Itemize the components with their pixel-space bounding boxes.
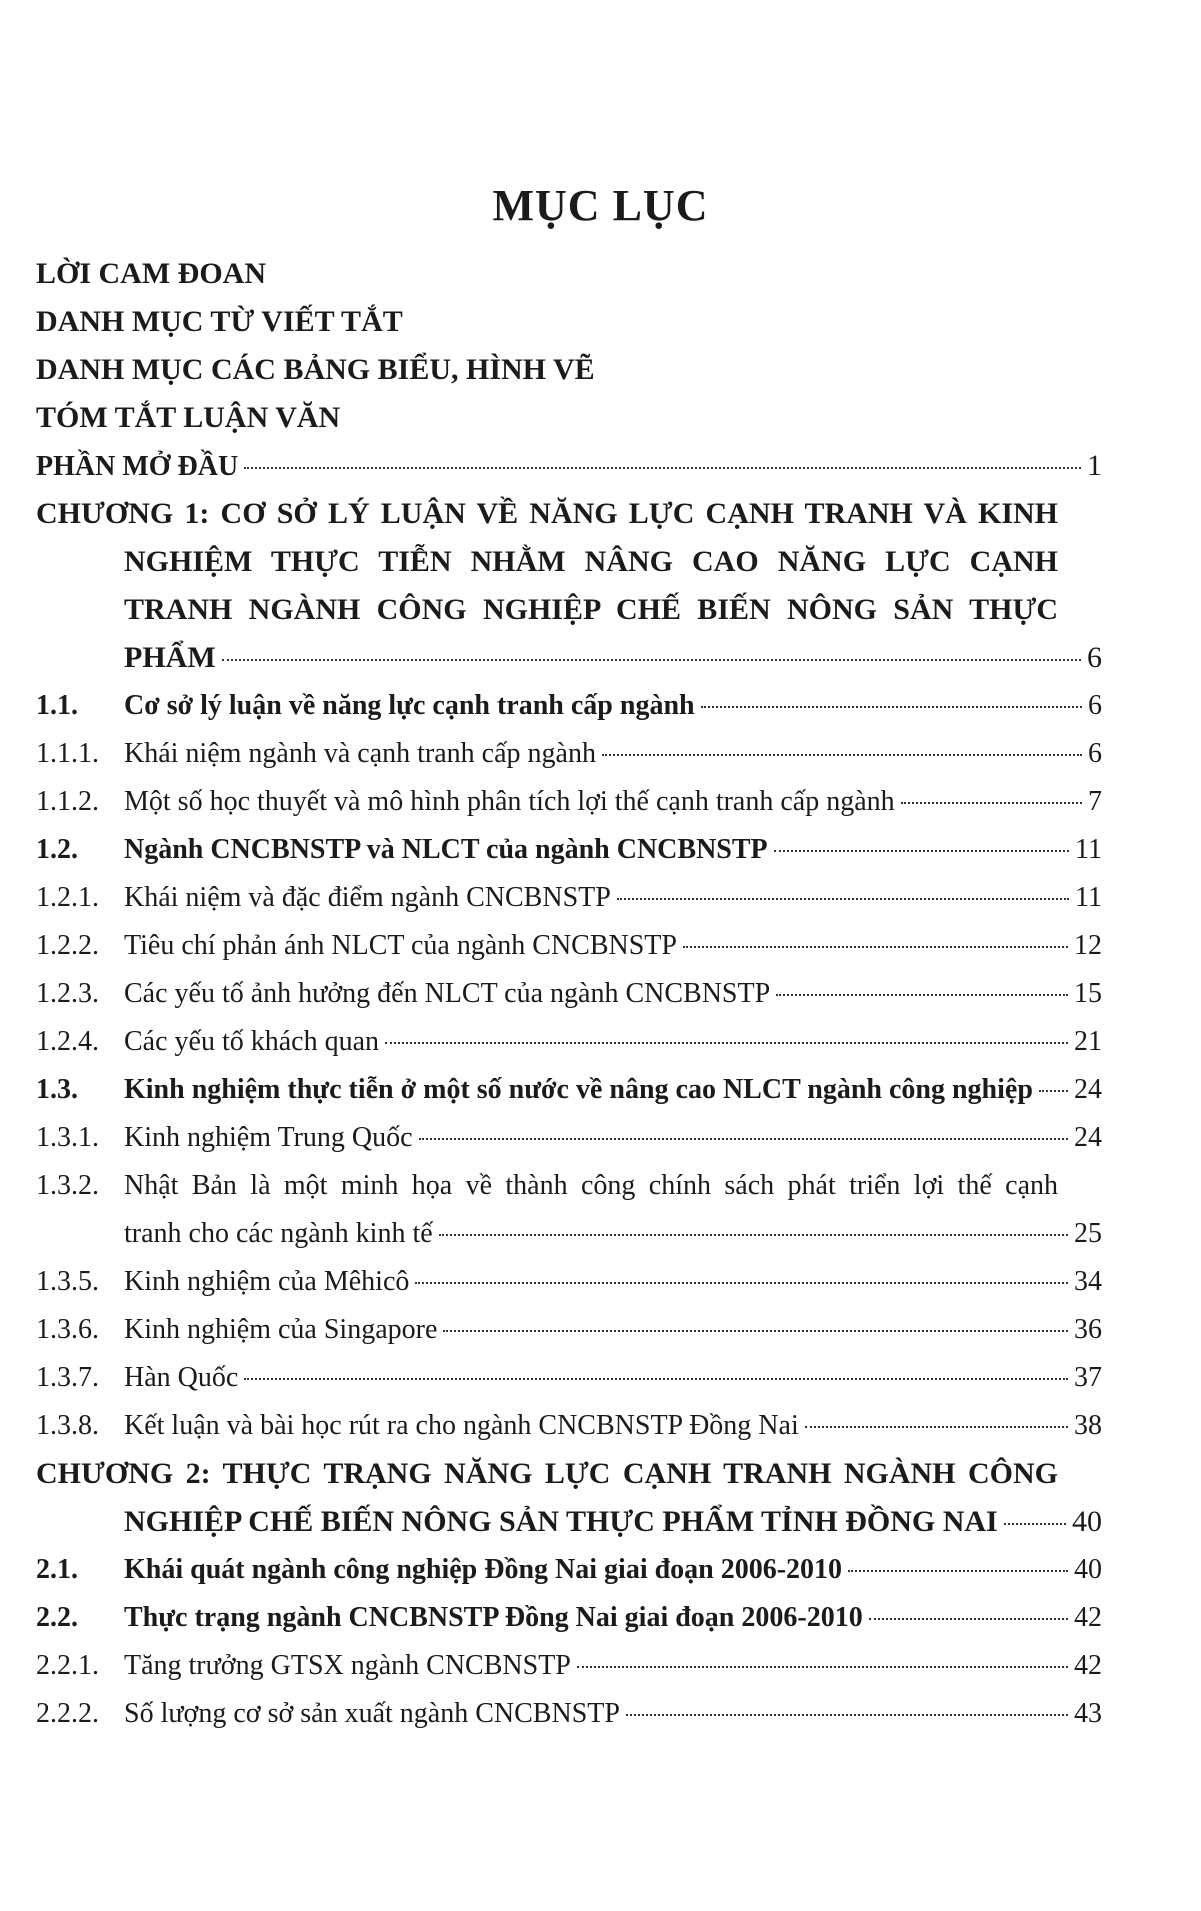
dot-leader — [443, 1330, 1068, 1332]
toc-page-number: 12 — [1074, 930, 1102, 961]
toc-section-number: 2.2. — [36, 1602, 78, 1633]
toc-entry[interactable] — [36, 1690, 1102, 1738]
toc-entry[interactable] — [36, 1066, 1102, 1114]
dot-leader — [774, 850, 1069, 852]
toc-entry-text: Kinh nghiệm Trung Quốc — [124, 1122, 413, 1153]
toc-page-number: 11 — [1075, 882, 1102, 913]
toc-entry-text: Một số học thuyết và mô hình phân tích lợi thế cạnh tranh cấp ngành — [124, 786, 895, 817]
toc-page-number: 42 — [1074, 1650, 1102, 1681]
toc-page-number: 43 — [1074, 1698, 1102, 1729]
toc-page-number: 6 — [1088, 690, 1102, 721]
toc-entry-text: Kết luận và bài học rút ra cho ngành CNCBNSTP Đồng Nai — [124, 1410, 799, 1441]
toc-entry-text: Thực trạng ngành CNCBNSTP Đồng Nai giai đoạn 2006-2010 — [124, 1602, 863, 1633]
chapter-title-line: NGHIỆM THỰC TIỄN NHẰM NÂNG CAO NĂNG LỰC CẠNH — [124, 545, 1058, 578]
dot-leader — [776, 994, 1068, 996]
toc-page-number: 1 — [1087, 449, 1102, 482]
toc-page-number: 34 — [1074, 1266, 1102, 1297]
toc-page-number: 37 — [1074, 1362, 1102, 1393]
dot-leader — [805, 1426, 1068, 1428]
toc-section-number: 2.2.1. — [36, 1650, 99, 1681]
toc-entry-text: Các yếu tố khách quan — [124, 1026, 380, 1057]
toc-section-number: 1.2.4. — [36, 1026, 99, 1057]
toc-section-number: 2.1. — [36, 1554, 78, 1585]
toc-chapter-1[interactable] — [36, 490, 1102, 682]
toc-section-number: 1.3.8. — [36, 1410, 99, 1441]
toc-page-number: 40 — [1072, 1505, 1102, 1538]
toc-page-number: 6 — [1087, 641, 1102, 674]
toc-section-number: 1.3.2. — [36, 1170, 99, 1201]
toc-entry-text: Tiêu chí phản ánh NLCT của ngành CNCBNSTP — [124, 930, 677, 961]
chapter-title-line: NGHIỆP CHẾ BIẾN NÔNG SẢN THỰC PHẨM TỈNH ĐỒNG NAI — [124, 1505, 998, 1538]
toc-section-number: 2.2.2. — [36, 1698, 99, 1729]
dot-leader — [901, 802, 1082, 804]
toc-entry[interactable] — [36, 1546, 1102, 1594]
toc-entry-text: Số lượng cơ sở sản xuất ngành CNCBNSTP — [124, 1698, 620, 1729]
toc-section-number: 1.1.2. — [36, 786, 99, 817]
dot-leader — [1039, 1090, 1068, 1092]
toc-page-number: 36 — [1074, 1314, 1102, 1345]
toc-entry[interactable] — [36, 874, 1102, 922]
toc-section-number: 1.3.6. — [36, 1314, 99, 1345]
toc-entry-text: Khái niệm ngành và cạnh tranh cấp ngành — [124, 738, 596, 769]
chapter-title-line: TRANH NGÀNH CÔNG NGHIỆP CHẾ BIẾN NÔNG SẢN THỰC — [124, 593, 1058, 626]
toc-entry[interactable] — [36, 1018, 1102, 1066]
toc-page-number: 24 — [1074, 1074, 1102, 1105]
toc-section-number: 1.3.1. — [36, 1122, 99, 1153]
toc-section-number: 1.2.3. — [36, 978, 99, 1009]
page-title: MỤC LỤC — [492, 181, 709, 230]
dot-leader — [617, 898, 1069, 900]
toc-front-matter-item[interactable]: LỜI CAM ĐOAN — [36, 257, 266, 290]
toc-entry[interactable] — [36, 1114, 1102, 1162]
chapter-title-line: PHẨM — [124, 641, 216, 674]
toc-entry-1-3-2[interactable] — [36, 1162, 1102, 1258]
dot-leader — [701, 706, 1082, 708]
toc-entry-text: Khái quát ngành công nghiệp Đồng Nai giai đoạn 2006-2010 — [124, 1554, 843, 1585]
dot-leader — [385, 1042, 1068, 1044]
toc-entry-text: PHẦN MỞ ĐẦU — [36, 451, 239, 482]
toc-page-number: 6 — [1088, 738, 1102, 769]
toc-front-matter-item[interactable]: DANH MỤC TỪ VIẾT TẮT — [36, 305, 403, 338]
toc-entry-text: Hàn Quốc — [124, 1362, 239, 1393]
toc-entry[interactable] — [36, 1642, 1102, 1690]
dot-leader — [244, 1378, 1068, 1380]
toc-section-number: 1.2. — [36, 834, 78, 865]
toc-entry[interactable] — [36, 1258, 1102, 1306]
chapter-title-line: CHƯƠNG 2: THỰC TRẠNG NĂNG LỰC CẠNH TRANH NGÀNH CÔNG — [36, 1457, 1058, 1490]
toc-section-number: 1.1. — [36, 690, 78, 721]
table-of-contents — [36, 250, 1102, 1738]
toc-page-number: 38 — [1074, 1410, 1102, 1441]
toc-page-number: 24 — [1074, 1122, 1102, 1153]
dot-leader — [222, 659, 1081, 661]
toc-entry-text: Cơ sở lý luận về năng lực cạnh tranh cấp ngành — [124, 690, 695, 721]
toc-entry-text: tranh cho các ngành kinh tế — [124, 1218, 433, 1249]
toc-entry-text: Kinh nghiệm của Singapore — [124, 1314, 438, 1345]
toc-entry[interactable] — [36, 778, 1102, 826]
toc-entry[interactable] — [36, 922, 1102, 970]
toc-page-number: 25 — [1074, 1218, 1102, 1249]
toc-entry[interactable] — [36, 1306, 1102, 1354]
toc-entry[interactable] — [36, 1354, 1102, 1402]
toc-chapter-2[interactable] — [36, 1450, 1102, 1546]
dot-leader — [869, 1618, 1068, 1620]
chapter-title-line: CHƯƠNG 1: CƠ SỞ LÝ LUẬN VỀ NĂNG LỰC CẠNH TRANH VÀ KINH — [36, 497, 1058, 530]
dot-leader — [602, 754, 1082, 756]
toc-section-number: 1.3.7. — [36, 1362, 99, 1393]
toc-entry-text: Ngành CNCBNSTP và NLCT của ngành CNCBNSTP — [124, 834, 768, 865]
toc-entry[interactable] — [36, 1594, 1102, 1642]
toc-entry[interactable] — [36, 682, 1102, 730]
dot-leader — [244, 467, 1081, 469]
toc-section-number: 1.3. — [36, 1074, 78, 1105]
toc-section-number: 1.2.1. — [36, 882, 99, 913]
toc-section-number: 1.1.1. — [36, 738, 99, 769]
toc-entry-text: Khái niệm và đặc điểm ngành CNCBNSTP — [124, 882, 611, 913]
toc-entry-text: Tăng trưởng GTSX ngành CNCBNSTP — [124, 1650, 571, 1681]
toc-front-matter-item[interactable]: TÓM TẮT LUẬN VĂN — [36, 401, 341, 434]
dot-leader — [626, 1714, 1068, 1716]
toc-entry-text: Kinh nghiệm của Mêhicô — [124, 1266, 410, 1297]
toc-entry[interactable] — [36, 826, 1102, 874]
dot-leader — [415, 1282, 1068, 1284]
toc-page-number: 21 — [1074, 1026, 1102, 1057]
toc-front-matter-item[interactable]: DANH MỤC CÁC BẢNG BIỂU, HÌNH VẼ — [36, 353, 595, 386]
toc-page-number: 42 — [1074, 1602, 1102, 1633]
dot-leader — [848, 1570, 1068, 1572]
toc-entry[interactable] — [36, 970, 1102, 1018]
dot-leader — [683, 946, 1068, 948]
toc-page-number: 7 — [1088, 786, 1102, 817]
toc-page-number: 11 — [1075, 834, 1102, 865]
toc-entry[interactable] — [36, 1402, 1102, 1450]
dot-leader — [439, 1234, 1068, 1236]
toc-section-number: 1.2.2. — [36, 930, 99, 961]
dot-leader — [1004, 1523, 1066, 1525]
toc-entry-text: Kinh nghiệm thực tiễn ở một số nước về nâng cao NLCT ngành công nghiệp — [124, 1074, 1033, 1105]
toc-entry[interactable] — [36, 730, 1102, 778]
toc-section-number: 1.3.5. — [36, 1266, 99, 1297]
toc-page-number: 40 — [1074, 1554, 1102, 1585]
toc-page-number: 15 — [1074, 978, 1102, 1009]
toc-intro-entry[interactable] — [36, 442, 1102, 490]
dot-leader — [419, 1138, 1068, 1140]
toc-entry-text: Các yếu tố ảnh hưởng đến NLCT của ngành CNCBNSTP — [124, 978, 771, 1009]
dot-leader — [577, 1666, 1068, 1668]
toc-entry-text: Nhật Bản là một minh họa về thành công chính sách phát triển lợi thế cạnh — [124, 1170, 1058, 1201]
